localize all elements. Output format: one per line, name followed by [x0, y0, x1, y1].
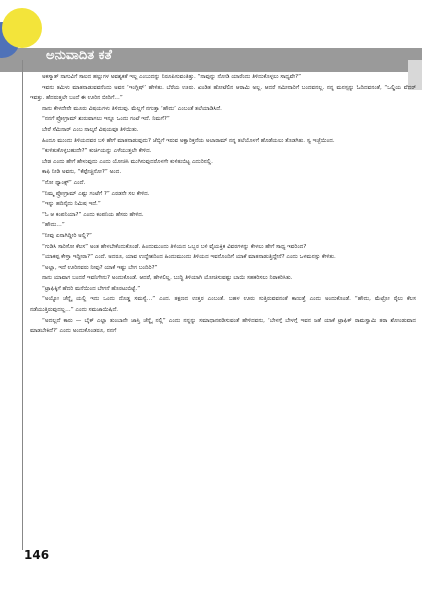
story-paragraph: “ಯಾಕಪ್ಪ ಕೇಳ್ತಾ ಇದ್ದೀರಾ?” ಎಂದೆ. ಅದರೂ, ಯಾವ ಉದ್ದೇಶದಿಂದ ಹಿಂದುಮುಂದು ತಿಳಿಯದ ಇವನೊಂದಿಗೆ ಯಾಕೆ ಮಾತನಾಡುತ್ತಿದ್ದೇನೆ? ಎಂದು ಒಳಮನಸ್ಸು ಕೇಳಿತು.: [42, 254, 336, 261]
story-paragraph: “ಇನ್ನು ಹದಿನೈದು ನಿಮಿಷ ಇದೆ.”: [42, 201, 101, 208]
story-paragraph: “ನನಗೆ ಪ್ರೋಗ್ರಾಮ್ ಶುರುವಾಗಲು ಇನ್ನೂ ಒಂದು ಗಂಟೆ ಇದೆ. ನಿಮಗೆ?”: [42, 116, 170, 123]
story-paragraph: ನಾನು ಯಾವಾಗ ಬಂದರೆ ಇವನಿಗೇನು? ಅಂದುಕೊಂಡೆ. ಆದರೆ, ಹೇಳಲಿಲ್ಲ. ಬುದ್ಧಿ ತಿಳಿಯಾಗಿ ಯೋಚಿಸುವಷ್ಟು ಬಾಯಿ ಸಹಕರಿಸಲು ನಿರಾಕರಿಸಿತು.: [42, 275, 293, 282]
story-paragraph: “ಗುಡಿಸಿ ಸಾರಿಸೋ ಕೆಲಸ” ಅಂತ ಹೇಳಬೇಕೆಂದುಕೊಂಡೆ. ಹಿಂದುಮುಂದು ತಿಳಿಯದ ಒಬ್ಬರ ಬಳಿ ವೈಯಕ್ತಿಕ ವಿವರಗಳನ್ನು ಕೇಳಲು ಹೇಗೆ ಸಾಧ್ಯ ಇವರಿಂದ?: [42, 243, 307, 250]
story-paragraph: “ನೋ ಥ್ಯಾಂಕ್ಸ್” ಎಂದೆ.: [42, 179, 86, 186]
story-paragraph: “ನಿಮ್ಮ ಪ್ರೋಗ್ರಾಮ್ ಎಷ್ಟು ಗಂಟೆಗೆ ?” ಎರಡನೇ ಸಲ ಕೇಳಿದ.: [42, 190, 150, 197]
story-paragraph: ಅಕಸ್ಮಾತ್ ನಾಗುವಿಗೆ ಸಾಲದ ಹಲ್ಲುಗಳ ಅವಶ್ಯಕತೆ ಇಲ್ಲ ಎಂಬುದನ್ನು ನಿರೂಪಿಸುವಂತಿತ್ತು. “ನಾವುನ್ನು ನೋಡಿ ಯಾರೆಂದು ತಿಳಿದುಕೊಳ್ಳಲು ಸಾಧ್ಯವೇ?”: [42, 74, 301, 80]
story-paragraph: ಕಾಫಿ ನೀಡಿ ಅವನು, “ಕೆಪ್ಪೇಚ್ಚಿನೋ?” ಅಂದ.: [42, 169, 122, 176]
story-paragraph: “ಓ ಆ ಕಂಪನಿಯಾ?” ಎಂದು ಕಂಪನಿಯ ಹೆಸರು ಹೇಳಿದ.: [42, 211, 144, 218]
story-paragraph: ಹಿಂದೂ ಮುಂದು ತಿಳಿಯದವರ ಬಳಿ ಹೇಗೆ ಮಾತನಾಡುವುದು? ಜೆಬ್ಬಿಗೆ ಇರುವ ಅಕ್ವಾರಿಕ್ತನೆಯ ಅಲಾರಾಮ್ ನನ್ನ ತಲೆಯೊಳಗೆ ಹೊಡೆಯಲು ತೊಡಗಿತು. ಸ್ವ ಇಚ್ಛೆಯಿಂದ.: [42, 137, 335, 144]
story-paragraph: “ಟ್ರಾಫಿಕ್ಕಿಗೆ ಹೆದರಿ ಮನೆಯಿಂದ ಬೇಗನೆ ಹೊರಟುಬಿಟ್ಟೆ.”: [42, 285, 141, 292]
story-paragraph: ಬೇರೆ ಸೆಮಿನಾರ್ ಎಂಬ ನಾಲ್ಕನೆ ವಿಷಯವೂ ತಿಳಿಯಿತು.: [42, 126, 139, 133]
story-paragraph: “ಅದಲ್ಲದೆ ಕಾರು — ಬೈಕ್ ಎಲ್ಲಾ ತುಂಬಾನೇ ಜಾಸ್ತಿ ಚೆನ್ನೈ ನಲ್ಲಿ” ಎಂದು ನನ್ನನ್ನು ಸಮಾಧಾನಪಡಿಸುವಂತೆ ಹೇಳಿದವನು, ‘ಬೇಳಗ್ಗೆ ಬೇಳಗ್ಗೆ ಇವನ ಜತೆ ಯಾಕೆ ಟ್ರಾಫಿಕ್ ರಾಮಸ್ವಾಮಿ ತರಾ ಶೋಂಡುವಾದ ಮಾಡಬೇಕಿದೆ?’ ಎಂದು ಅಂದುಕೊಂಡರೂ, ನನಗೆ: [30, 317, 416, 335]
story-paragraph: “ಹೌದು…”: [42, 222, 65, 229]
left-margin-rule: [22, 60, 23, 550]
story-paragraph: “ನೀವು ಏನಾಗಿದ್ದೀರಿ ಅಲ್ಲಿ?”: [42, 232, 92, 239]
story-paragraph: “ಅಯ್ಯೋ ಚೆನ್ನೈ ಯಲ್ಲಿ ಇದು ಒಂದು ದೊಡ್ಡ ಸಮಸ್ಯೆ…” ಎಂದ. ತಕ್ಷಣದ ಉತ್ತರ ಎಂಬಂತೆ. ಬಹಳ ಊರು ಸುತ್ತಿರುವವನಂತೆ ಕಾಣುತ್ತೆ ಎಂದು ಅಂದುಕೊಂಡೆ. “ಹೌದು, ಮೆಟ್ರೋ ರೈಲು ಕೆಲಸ ನಡೆಯುತ್ತಿರುವುದಲ್ಲ…” ಎಂದು ಸಮಜಾಯಿಷಿದೆ.: [30, 296, 416, 314]
story-paragraph: ಬೇಡ ಎಂದು ಹೇಗೆ ಹೇಳುವುದು ಎಂದು ಯೋಚಿಸಿ ಮುಗಿಸುವುದರೊಳಗೇ ಕುಳಿತುಬಿಟ್ಟ ಎದುರಿನಲ್ಲಿ.: [42, 158, 213, 165]
section-title: ಅನುವಾದಿತ ಕತೆ: [46, 48, 112, 63]
story-paragraph: “ಅಲ್ಲಾ, ಇದೆ ಊರಿನವರು ನೀವು? ಯಾಕೆ ಇಷ್ಟು ಬೇಗ ಬಂದಿರಿ?”: [42, 264, 158, 271]
story-paragraph: ಇವನು ತಮಿಳು ಮಾತನಾಡುವವನೆಂದು ಅವನ ‘ಇಂಗ್ಲಿಷ್’ ಹೇಳಿತು. ಬೆರೆಯ ಊರು. ಖಂಡಿತ ಹೋಟೆಲಿನ ಆರಾಮಿ ಅಲ್ಲ. ಆದರೆ ಸಮೀನಾರಿಗೆ ಬಂದವನಲ್ಲ. ನನ್ನ ಮನಸ್ಸನ್ನು ಓದಿದವನಂತೆ, “ಒಲ್ಡಿಯ ವೆದರ್ ಇವತ್ತು. ಹೆದರುತ್ತಲೇ ಬಂದೆ ಈ ಊರಿನ ಬೀದಿಗೆ…”: [30, 84, 416, 102]
decorative-yellow-circle: [2, 8, 42, 48]
story-text-column: [30, 72, 416, 592]
page-number: 146: [24, 548, 50, 562]
story-paragraph: “ಕುಳಿತುಕೊಳ್ಳಬಹುದೇ?” ಕುರ್ಚಿಯನ್ನು ಎಳೆಯುತ್ತಲೇ ಕೇಳಿದ.: [42, 148, 152, 155]
story-paragraph: ನಾನು ಕೇಳದೇನೇ ಮೂರು ವಿಷಯಗಳು ತಿಳಿದುವು. ಮೆಲ್ಲಗೆ ನಗುತ್ತಾ ‘ಹೌದು’ ಎಂಬಂತೆ ತಲೆಯಾಡಿಸಿದೆ.: [42, 105, 222, 112]
